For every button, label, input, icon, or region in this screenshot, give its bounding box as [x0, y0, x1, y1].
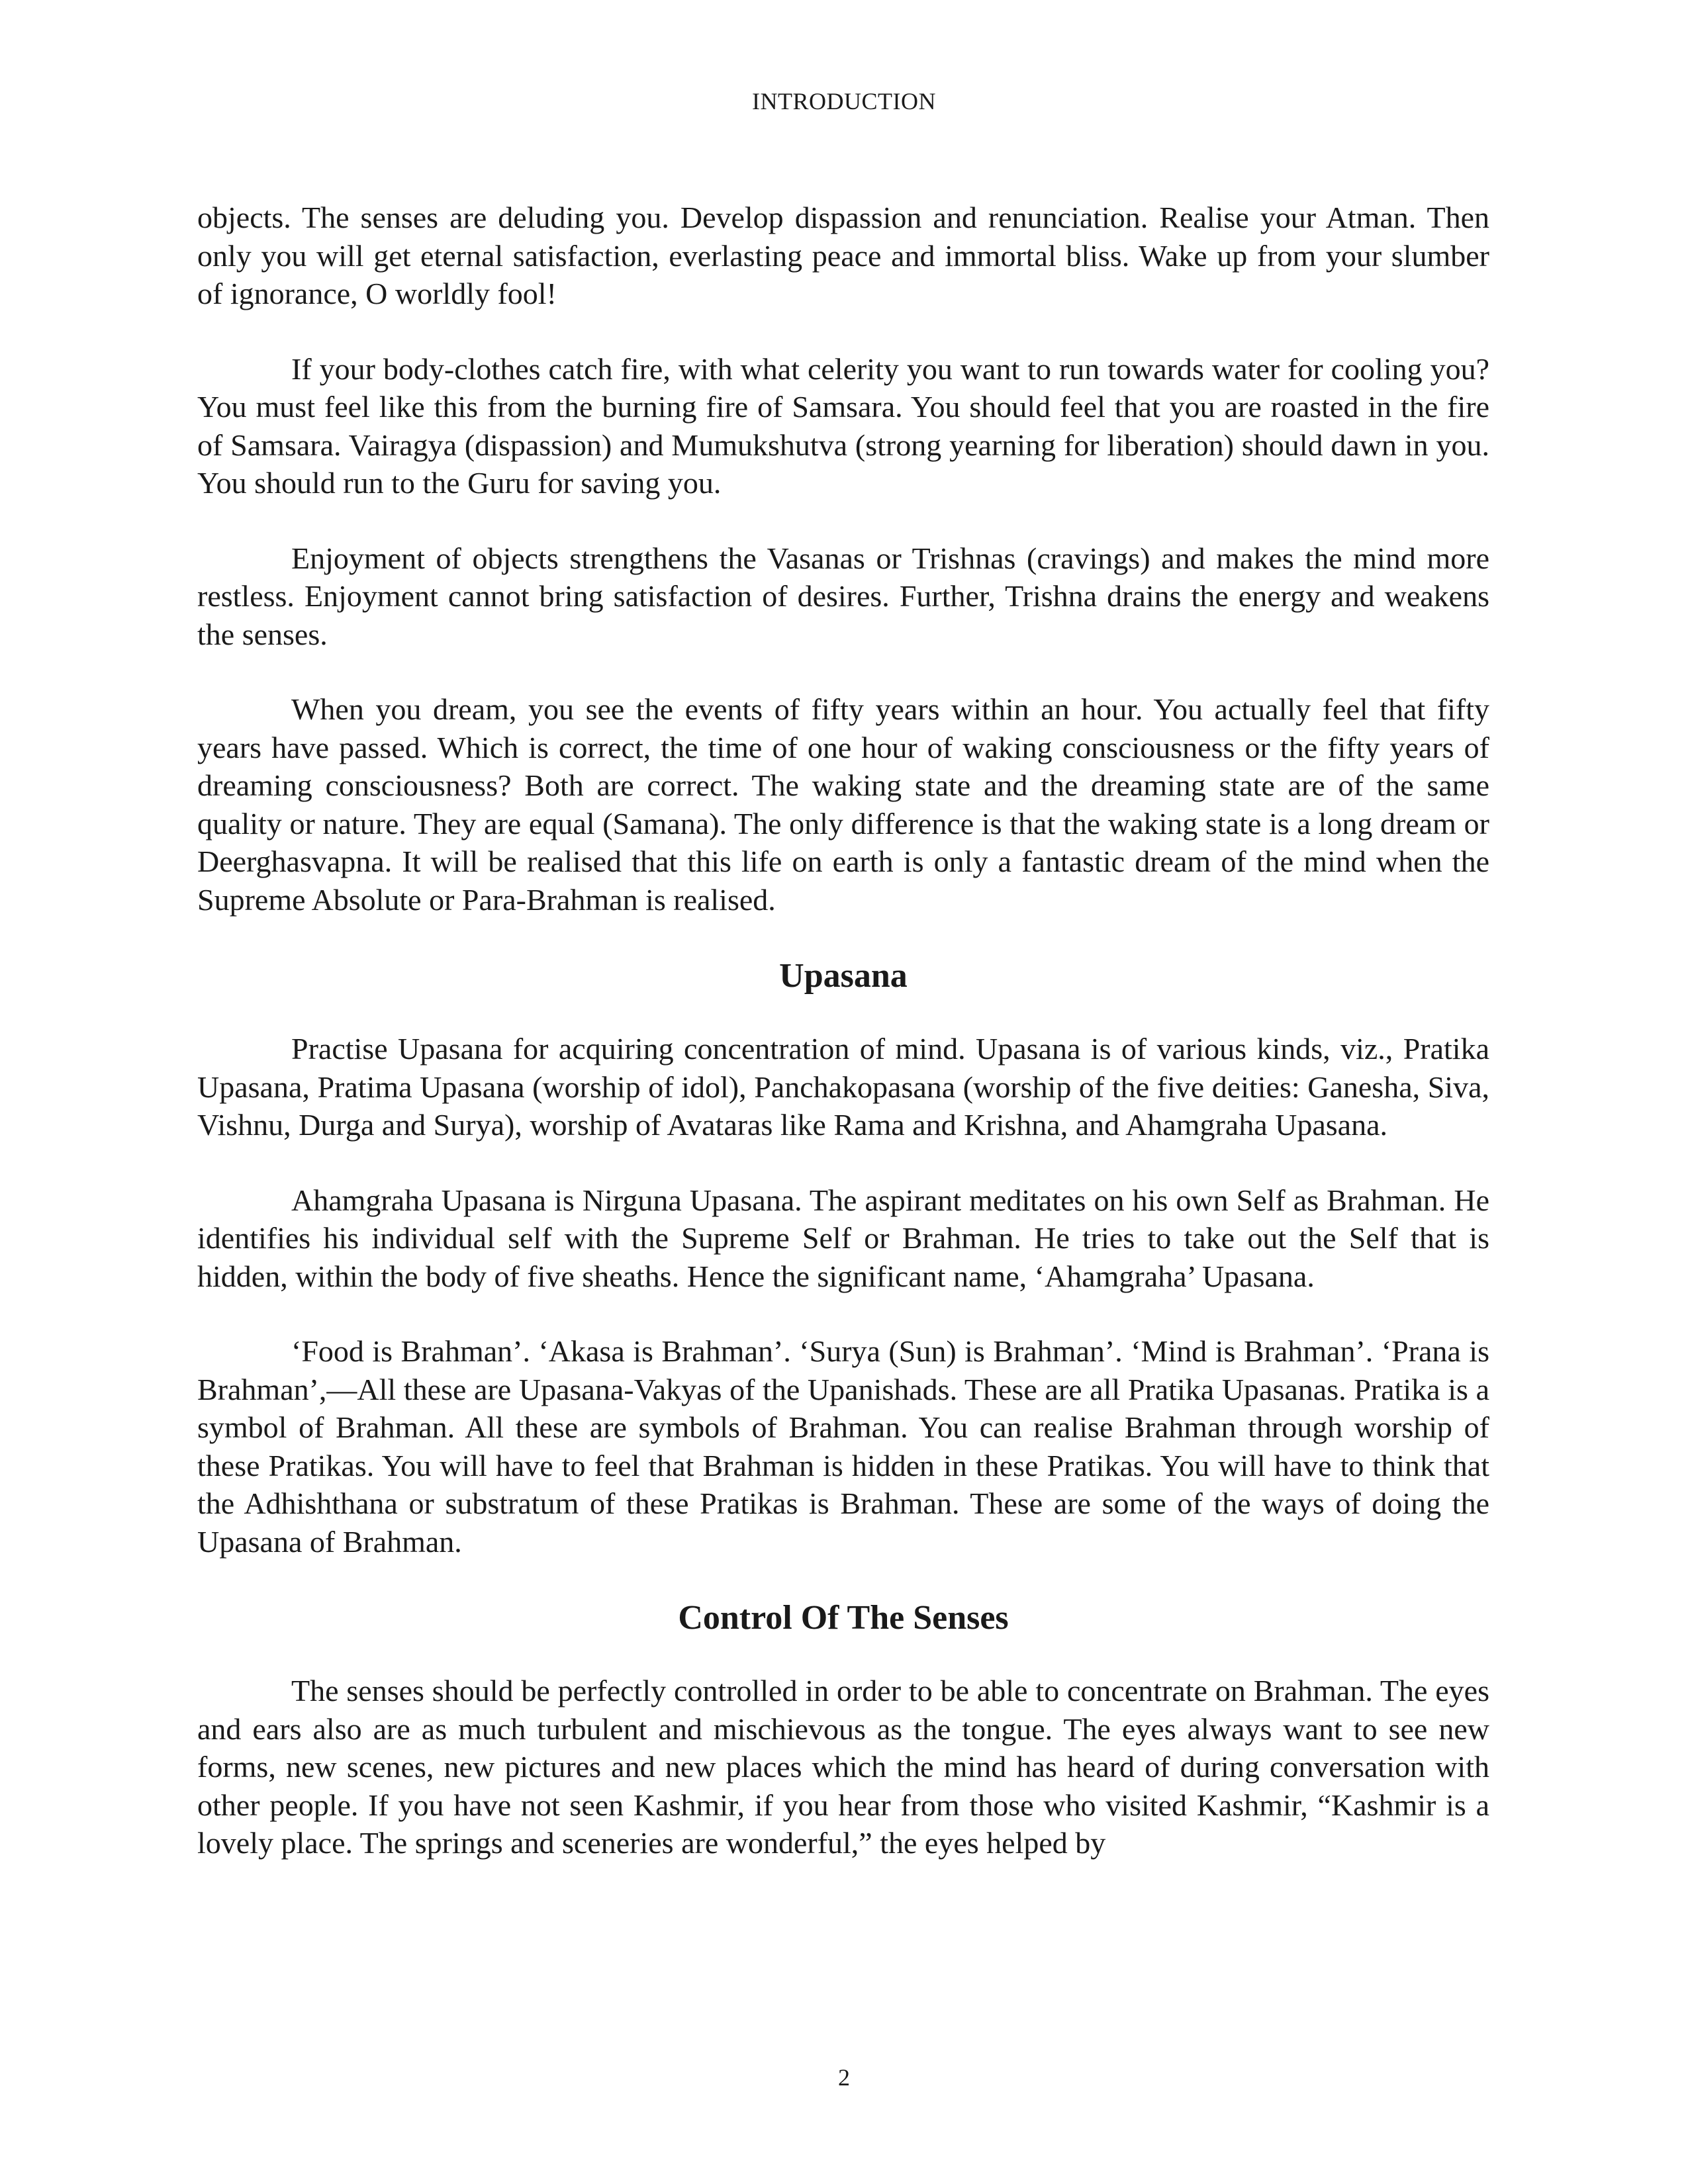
paragraph: Enjoyment of objects strengthens the Vasanas or Trishnas (cravings) and makes the mind more restless. Enjoyment cannot bring satisfaction of desires. Further, Trishna drains the energy and weakens the senses. [197, 541, 1489, 651]
paragraph: If your body-clothes catch fire, with what celerity you want to run towards water for cooling you? You must feel like this from the burning fire of Samsara. You should feel that you are roasted in the fire of Samsara. Vairagya (dispassion) and Mumukshutva (strong yearning for liberation) should dawn in you. You should run to the Guru for saving you. [197, 351, 1489, 500]
paragraph: When you dream, you see the events of fifty years within an hour. You actually feel that fifty years have passed. Which is correct, the time of one hour of waking consciousness or the fifty years of dreaming consciousness? Both are correct. The waking state and the dreaming state are of the same quality or nature. They are equal (Samana). The only difference is that the waking state is a long dream or Deerghasvapna. It will be realised that this life on earth is only a fantastic dream of the mind when the Supreme Absolute or Para-Brahman is realised. [197, 692, 1489, 917]
section-heading-control-of-senses: Control Of The Senses [678, 1599, 1009, 1637]
paragraph: objects. The senses are deluding you. Develop dispassion and renunciation. Realise your Atman. Then only you will get eternal satisfaction, everlasting peace and immortal bliss. Wake up from your slumber of ignorance, O worldly fool! [197, 201, 1489, 310]
paragraph: ‘Food is Brahman’. ‘Akasa is Brahman’. ‘Surya (Sun) is Brahman’. ‘Mind is Brahman’. ‘Prana is Brahman’,—All these are Upasana-Vakyas of the Upanishads. These are all Pratika Upasanas. Pratika is a symbol of Brahman. All these are symbols of Brahman. You can realise Brahman through worship of these Pratikas. You will have to feel that Brahman is hidden in these Pratikas. You will have to think that the Adhishthana or substratum of these Pratikas is Brahman. These are some of the ways of doing the Upasana of Brahman. [197, 1334, 1489, 1559]
running-header-title: INTRODUCTION [752, 88, 936, 114]
body-text [197, 199, 1489, 1899]
page-number: 2 [838, 2064, 850, 2091]
section-heading-upasana: Upasana [779, 957, 908, 995]
paragraph: The senses should be perfectly controlled in order to be able to concentrate on Brahman. The eyes and ears also are as much turbulent and mischievous as the tongue. The eyes always want to see new forms, new scenes, new pictures and new places which the mind has heard of during conversation with other people. If you have not seen Kashmir, if you hear from those who visited Kashmir, “Kashmir is a lovely place. The springs and sceneries are wonderful,” the eyes helped by [197, 1674, 1489, 1860]
paragraph: Ahamgraha Upasana is Nirguna Upasana. The aspirant meditates on his own Self as Brahman. He identifies his individual self with the Supreme Self or Brahman. He tries to take out the Self that is hidden, within the body of five sheaths. Hence the significant name, ‘Ahamgraha’ Upasana. [197, 1183, 1489, 1293]
paragraph: Practise Upasana for acquiring concentration of mind. Upasana is of various kinds, viz., Pratika Upasana, Pratima Upasana (worship of idol), Panchakopasana (worship of the five deities: Ganesha, Siva, Vishnu, Durga and Surya), worship of Avataras like Rama and Krishna, and Ahamgraha Upasana. [197, 1032, 1489, 1142]
